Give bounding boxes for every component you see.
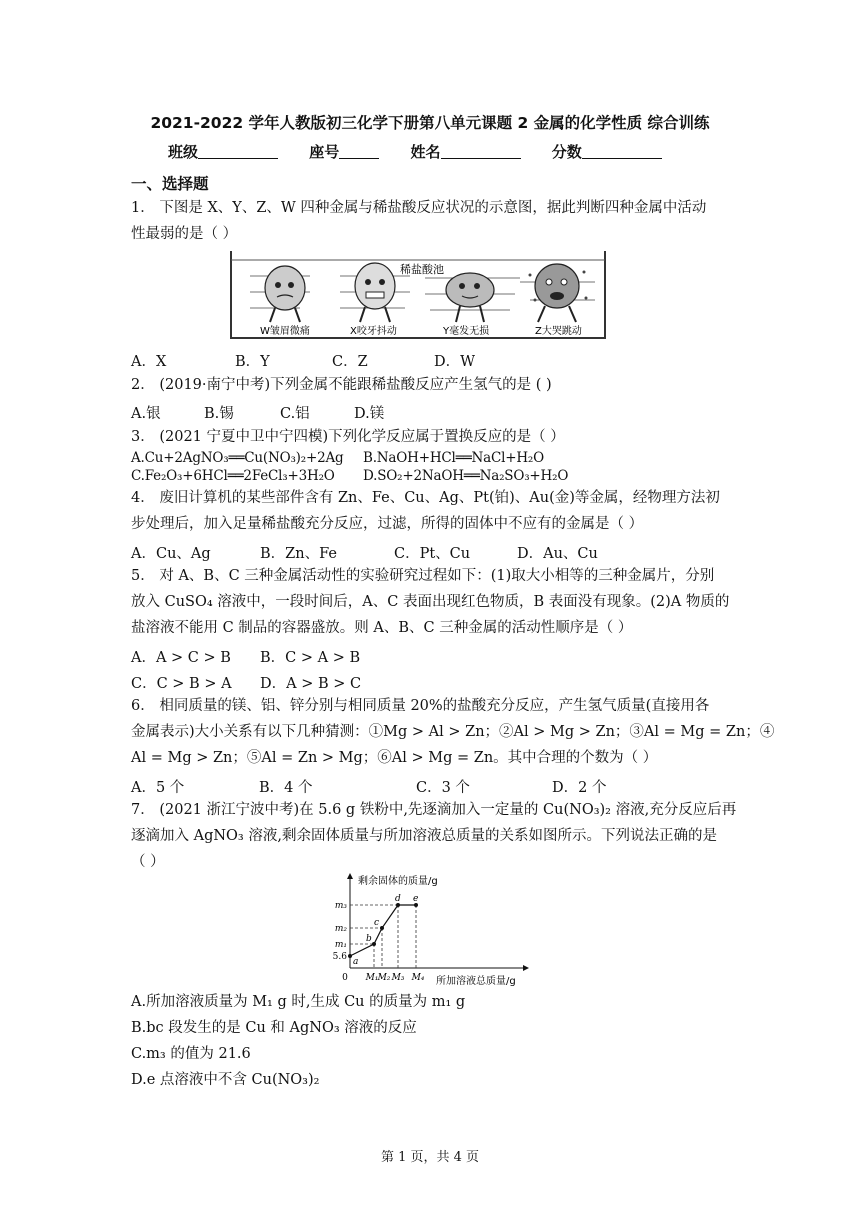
q1-option-a[interactable]: A．X — [131, 354, 167, 370]
q2-text: 2． (2019·南宁中考)下列金属不能跟稀盐酸反应产生氢气的是 ( ) — [131, 377, 552, 393]
q3-option-c[interactable]: C.Fe₂O₃+6HCl══2FeCl₃+3H₂O — [131, 468, 335, 484]
q5-option-c[interactable]: C．C > B > A — [131, 676, 232, 692]
q7-option-d[interactable]: D.e 点溶液中不含 Cu(NO₃)₂ — [131, 1072, 320, 1088]
q5-option-a[interactable]: A．A > C > B — [131, 650, 231, 666]
point-c-label: c — [374, 918, 380, 928]
q4-line1: 4． 废旧计算机的某些部件含有 Zn、Fe、Cu、Ag、Pt(铂)、Au(金)等金属，经物理方法初 — [131, 490, 720, 506]
y-tick-m1: m₁ — [334, 940, 347, 950]
class-label: 班级 — [168, 143, 199, 161]
point-a-label: a — [353, 957, 359, 967]
q4-option-b[interactable]: B．Zn、Fe — [260, 546, 337, 562]
seat-blank — [339, 144, 379, 159]
class-blank — [198, 144, 278, 159]
q6-option-d[interactable]: D．2 个 — [552, 780, 607, 796]
q6-option-a[interactable]: A．5 个 — [131, 780, 185, 796]
q2-option-a[interactable]: A.银 — [131, 406, 161, 422]
name-blank — [441, 144, 521, 159]
score-label: 分数 — [551, 143, 582, 161]
q7-line2: 逐滴加入 AgNO₃ 溶液,剩余固体质量与所加溶液总质量的关系如图所示。下列说法正确的是 — [131, 828, 717, 844]
q6-line1: 6． 相同质量的镁、铝、锌分别与相同质量 20%的盐酸充分反应，产生氢气质量(直接用各 — [131, 698, 710, 714]
metal-x-figure — [355, 263, 395, 322]
point-b-label: b — [366, 934, 372, 944]
q4-option-a[interactable]: A．Cu、Ag — [131, 546, 211, 562]
page-footer: 第 1 页，共 4 页 — [380, 1150, 480, 1165]
x-tick-0: 0 — [342, 973, 348, 983]
q7-option-a[interactable]: A.所加溶液质量为 M₁ g 时,生成 Cu 的质量为 m₁ g — [131, 994, 466, 1010]
q7-graph — [326, 868, 536, 990]
q6-line3: Al = Mg > Zn；⑤Al = Zn > Mg；⑥Al > Mg = Zn。其中合理的个数为（ ） — [131, 750, 658, 766]
q5-line2: 放入 CuSO₄ 溶液中，一段时间后，A、C 表面出现红色物质，B 表面没有现象。(2)A 物质的 — [131, 594, 730, 610]
point-d-label: d — [395, 894, 401, 904]
q2-option-d[interactable]: D.镁 — [354, 406, 385, 422]
q1-figure — [230, 250, 606, 342]
q2-option-c[interactable]: C.铝 — [280, 406, 310, 422]
y-tick-5-6: 5.6 — [332, 952, 347, 962]
q6-option-b[interactable]: B．4 个 — [259, 780, 313, 796]
label-y: Y毫发无损 — [443, 326, 490, 337]
q5-line1: 5． 对 A、B、C 三种金属活动性的实验研究过程如下：(1)取大小相等的三种金属片，分别 — [131, 568, 715, 584]
q6-line2: 金属表示)大小关系有以下几种猜测：①Mg > Al > Zn；②Al > Mg > Zn；③Al = Mg = Zn；④ — [131, 724, 775, 740]
q3-text: 3． (2021 宁夏中卫中宁四模)下列化学反应属于置换反应的是（ ） — [131, 429, 565, 445]
q1-line2: 性最弱的是（ ） — [131, 226, 238, 242]
graph-x-label: 所加溶液总质量/g — [436, 976, 516, 987]
seat-label: 座号 — [309, 143, 340, 161]
q5-option-b[interactable]: B．C > A > B — [260, 650, 361, 666]
graph-curve — [350, 905, 416, 956]
point-a-marker — [348, 954, 352, 958]
point-c-marker — [380, 926, 384, 930]
q3-option-b[interactable]: B.NaOH+HCl══NaCl+H₂O — [363, 450, 544, 466]
metal-z-figure — [529, 264, 588, 322]
q3-option-a[interactable]: A.Cu+2AgNO₃══Cu(NO₃)₂+2Ag — [131, 450, 344, 466]
document-title: 2021-2022 学年人教版初三化学下册第八单元课题 2 金属的化学性质 综合训练 — [150, 114, 710, 132]
metal-y-figure — [446, 273, 494, 322]
x-tick-m4: M₄ — [411, 973, 425, 983]
x-tick-m2: M₂ — [377, 973, 391, 983]
section-heading: 一、选择题 — [131, 175, 209, 193]
q6-option-c[interactable]: C．3 个 — [416, 780, 470, 796]
q4-option-c[interactable]: C．Pt、Cu — [394, 546, 471, 562]
label-x: X咬牙抖动 — [350, 326, 397, 337]
q1-line1: 1． 下图是 X、Y、Z、W 四种金属与稀盐酸反应状况的示意图，据此判断四种金属中活动 — [131, 200, 707, 216]
q7-line1: 7． (2021 浙江宁波中考)在 5.6 g 铁粉中,先逐滴加入一定量的 Cu(NO₃)₂ 溶液,充分反应后再 — [131, 802, 737, 818]
q3-option-d[interactable]: D.SO₂+2NaOH══Na₂SO₃+H₂O — [363, 468, 569, 484]
q4-line2: 步处理后，加入足量稀盐酸充分反应，过滤，所得的固体中不应有的金属是（ ） — [131, 516, 644, 532]
metal-w-figure — [265, 266, 305, 322]
pool-label: 稀盐酸池 — [400, 263, 444, 276]
student-info-fields — [168, 141, 688, 162]
x-tick-m3: M₃ — [391, 973, 405, 983]
x-tick-m1: M₁ — [365, 973, 379, 983]
q7-option-b[interactable]: B.bc 段发生的是 Cu 和 AgNO₃ 溶液的反应 — [131, 1020, 417, 1036]
label-w: W皱眉微痛 — [260, 326, 310, 337]
y-tick-m3: m₃ — [334, 901, 347, 911]
q7-line3: （ ） — [131, 854, 165, 870]
q4-option-d[interactable]: D．Au、Cu — [517, 546, 598, 562]
q1-option-d[interactable]: D．W — [434, 354, 476, 370]
q7-option-c[interactable]: C.m₃ 的值为 21.6 — [131, 1046, 251, 1062]
label-z: Z大哭跳动 — [535, 326, 582, 337]
name-label: 姓名 — [410, 143, 441, 161]
q5-line3: 盐溶液不能用 C 制品的容器盛放。则 A、B、C 三种金属的活动性顺序是（ ） — [131, 620, 633, 636]
q1-option-c[interactable]: C．Z — [332, 354, 368, 370]
q2-option-b[interactable]: B.锡 — [204, 406, 234, 422]
y-tick-m2: m₂ — [334, 924, 347, 934]
q5-option-d[interactable]: D．A > B > C — [260, 676, 362, 692]
graph-y-label: 剩余固体的质量/g — [358, 876, 438, 887]
point-b-marker — [372, 942, 376, 946]
point-e-label: e — [413, 894, 419, 904]
score-blank — [582, 144, 662, 159]
q1-option-b[interactable]: B．Y — [235, 354, 270, 370]
